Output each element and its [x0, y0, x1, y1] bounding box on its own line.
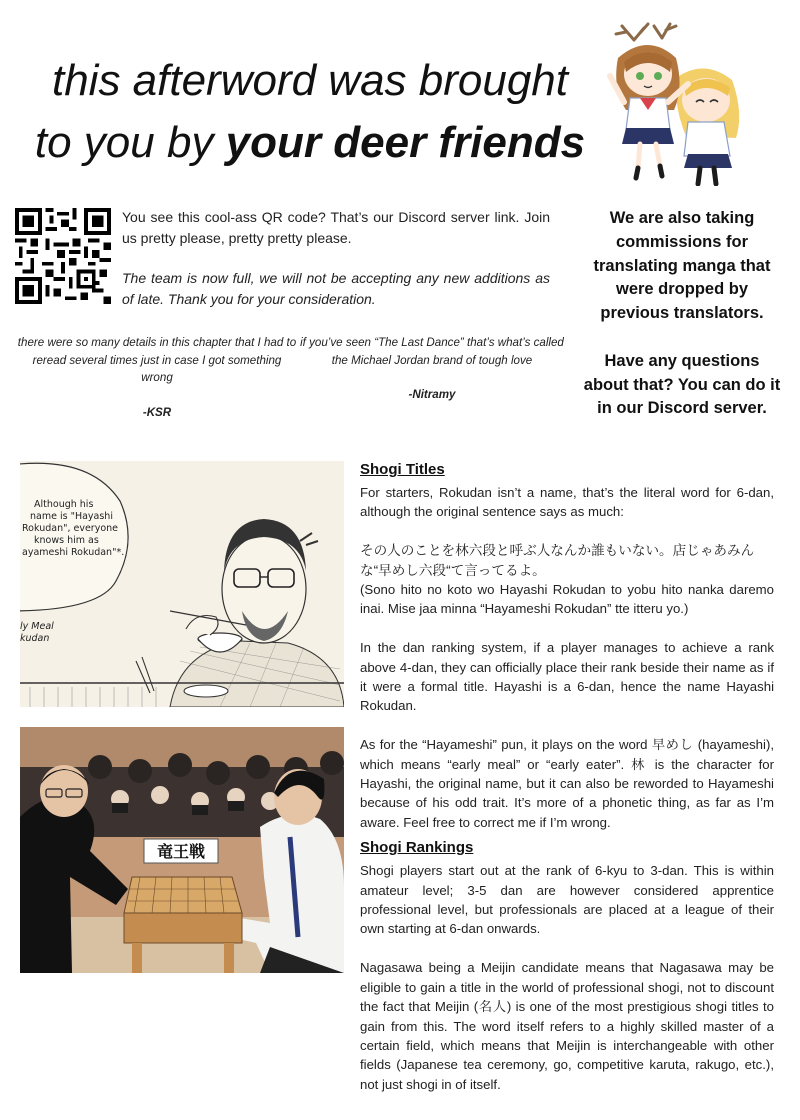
paragraph-dan-ranking: In the dan ranking system, if a player manages to achieve a rank above 4-dan, they can officially place their rank beside their name as if it were a formal title. Hayashi is a 6-dan, hence the name Hayashi Rokudan.	[360, 640, 774, 714]
commissions-questions: Have any questions about that? You can do it in our Discord server.	[583, 351, 781, 418]
romaji-quote: (Sono hito no koto wo Hayashi Rokudan to yobu hito nanka daremo inai. Mise jaa minna “Hayameshi Rokudan” tte itteru yo.)	[360, 582, 774, 617]
title-line-2-plain: to you by	[34, 118, 226, 167]
tournament-sign-text: 竜王戦	[156, 842, 206, 861]
discord-qr-code[interactable]	[15, 208, 111, 304]
deer-mascot-illustration	[604, 18, 764, 186]
comment-text: there were so many details in this chapter that I had to reread several times just in case I got something wrong	[17, 336, 297, 384]
shogi-match-photo	[20, 727, 344, 973]
commissions-offer: We are also taking commissions for translating manga that were dropped by previous translators.	[593, 209, 771, 323]
title-line-2-bold: your deer friends	[225, 118, 586, 167]
discord-invite-text: You see this cool-ass QR code? That’s our Discord server link. Join us pretty please, pretty pretty please.	[122, 209, 550, 246]
commissions-notice	[580, 207, 784, 421]
manga-panel-image	[20, 461, 344, 707]
manga-caption: ly Meal kudan	[20, 621, 54, 644]
section-heading-shogi-titles: Shogi Titles	[360, 461, 445, 478]
translation-notes-article	[360, 460, 774, 1094]
comment-author: -Nitramy	[408, 388, 456, 401]
afterword-title	[30, 50, 590, 174]
team-full-note: The team is now full, we will not be accepting any new additions as of late. Thank you for your consideration.	[122, 270, 550, 307]
translator-comment-nitramy	[292, 334, 572, 404]
comment-text: if you’ve seen “The Last Dance” that’s what’s called the Michael Jordan brand of tough love	[300, 336, 564, 367]
paragraph-hayameshi-pun: As for the “Hayameshi” pun, it plays on the word 早めし (hayameshi), which means “early meal” or “early eater”. 林 is the character for Hayashi, the original name, but it can also be reworded to Hayameshi because of his odd trait. It’s more of a phonetic thing, as far as I’m aware. Feel free to correct me if I’m wrong.	[360, 737, 774, 830]
translator-comment-ksr	[17, 334, 297, 421]
paragraph-meijin: Nagasawa being a Meijin candidate means that Nagasawa may be eligible to gain a title in the world of professional shogi, not to discount the fact that Meijin (名人) is one of the most prestigious shogi titles to gain from this. The word itself refers to a highly skilled master of a certain field, which means that Meijin is interchangeable with other fields (Japanese tea ceremony, go, competitive karuta, rakugo, etc.), not just shogi in of itself.	[360, 960, 774, 1092]
paragraph-shogi-ranks: Shogi players start out at the rank of 6-kyu to 3-dan. This is within amateur level; 3-5 dan are however considered apprentice professional level, but professionals are placed at a league of their own starting at 6-dan onwards.	[360, 863, 774, 937]
title-line-2	[30, 112, 590, 174]
title-line-1: this afterword was brought	[51, 56, 569, 105]
japanese-quote: その人のことを林六段と呼ぶ人なんか誰もいない。店じゃあみんな“早めし六段“て言ってるよ。	[360, 543, 755, 578]
section-heading-shogi-rankings: Shogi Rankings	[360, 839, 474, 857]
discord-info	[122, 207, 550, 309]
comment-author: -KSR	[142, 405, 172, 419]
paragraph-rokudan: For starters, Rokudan isn’t a name, that’s the literal word for 6-dan, although the original sentence says as much:	[360, 485, 774, 520]
manga-bubble-text: Although his name is "Hayashi Rokudan", everyone knows him as ayameshi Rokudan"*.	[22, 499, 125, 558]
